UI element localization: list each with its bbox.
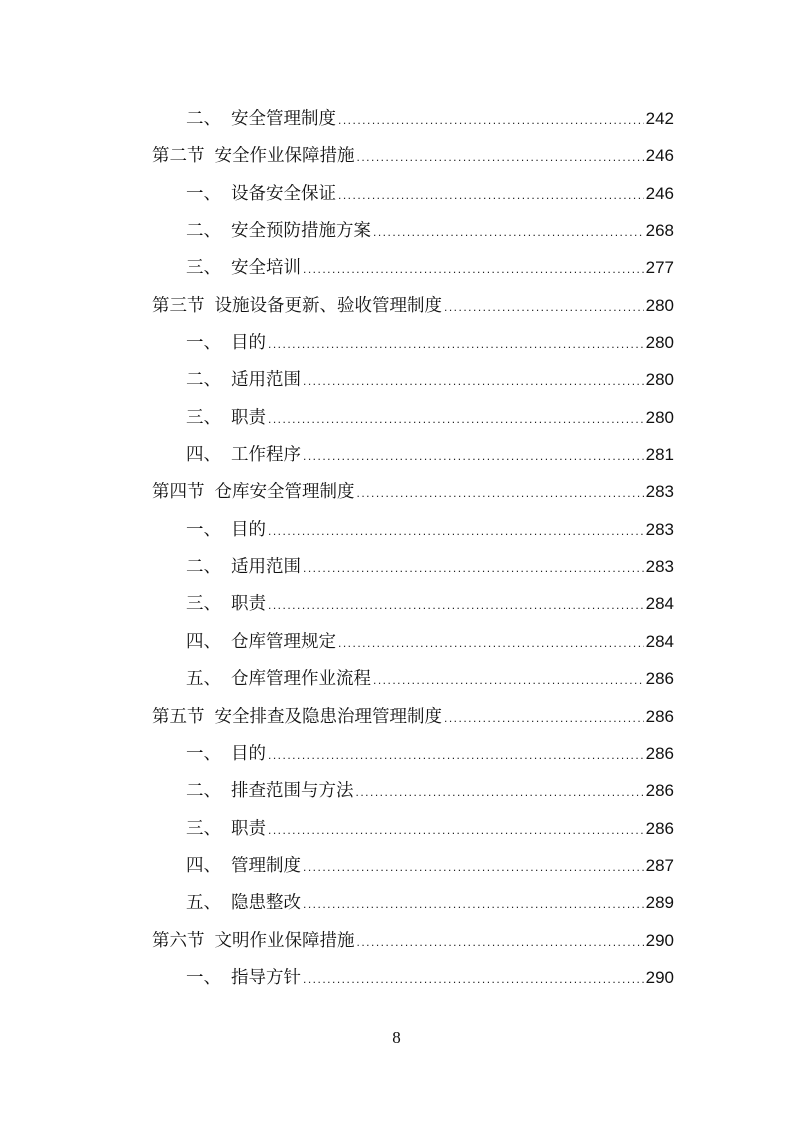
- toc-entry-label: [186, 176, 336, 213]
- toc-dot-leader: [373, 662, 644, 699]
- toc-entry-title: 职责: [231, 407, 266, 428]
- toc-entry-number: 第五节: [152, 706, 205, 727]
- toc-entry-number: 二、: [186, 370, 221, 391]
- page-number: 8: [392, 1028, 401, 1047]
- toc-entry-page: 286: [645, 781, 674, 801]
- toc-dot-leader: [444, 289, 644, 326]
- toc-dot-leader: [268, 812, 644, 849]
- toc-entry-title: 隐患整改: [231, 893, 301, 914]
- toc-subsection-row[interactable]: [152, 436, 674, 473]
- toc-entry-page: 284: [645, 631, 674, 651]
- toc-entry-title: 目的: [231, 519, 266, 540]
- toc-entry-number: 三、: [186, 258, 221, 279]
- toc-entry-page: 280: [645, 407, 674, 427]
- toc-entry-page: 286: [645, 743, 674, 763]
- toc-entry-label: [186, 736, 266, 773]
- toc-section-row[interactable]: [152, 137, 674, 174]
- toc-dot-leader: [357, 475, 644, 512]
- toc-section-row[interactable]: [152, 287, 674, 324]
- toc-subsection-row[interactable]: [152, 548, 674, 585]
- toc-entry-number: 一、: [186, 183, 221, 204]
- toc-dot-leader: [303, 251, 644, 288]
- toc-entry-page: 286: [645, 818, 674, 838]
- toc-entry-number: 三、: [186, 818, 221, 839]
- toc-entry-number: 一、: [186, 333, 221, 354]
- toc-subsection-row[interactable]: [152, 324, 674, 361]
- toc-entry-title: 适用范围: [231, 557, 301, 578]
- toc-dot-leader: [268, 737, 644, 774]
- toc-entry-page: 290: [645, 967, 674, 987]
- toc-entry-title: 安全预防措施方案: [231, 221, 371, 242]
- toc-entry-page: 280: [645, 295, 674, 315]
- toc-dot-leader: [338, 625, 644, 662]
- toc-entry-page: 246: [645, 183, 674, 203]
- toc-entry-number: 二、: [186, 781, 221, 802]
- toc-entry-title: 职责: [231, 818, 266, 839]
- toc-dot-leader: [357, 924, 644, 961]
- toc-section-row[interactable]: [152, 473, 674, 510]
- toc-entry-number: 三、: [186, 407, 221, 428]
- toc-entry-page: 280: [645, 370, 674, 390]
- toc-entry-label: [186, 362, 301, 399]
- toc-dot-leader: [303, 886, 644, 923]
- toc-subsection-row[interactable]: [152, 623, 674, 660]
- toc-entry-page: 283: [645, 482, 674, 502]
- toc-entry-label: [186, 586, 266, 623]
- toc-entry-title: 设施设备更新、验收管理制度: [214, 295, 442, 316]
- toc-entry-title: 安全作业保障措施: [214, 146, 355, 167]
- toc-section-row[interactable]: [152, 922, 674, 959]
- toc-dot-leader: [338, 102, 644, 139]
- toc-entry-page: 284: [645, 594, 674, 614]
- toc-entry-label: [186, 400, 266, 437]
- toc-subsection-row[interactable]: [152, 735, 674, 772]
- toc-dot-leader: [303, 363, 644, 400]
- toc-entry-number: 一、: [186, 519, 221, 540]
- toc-entry-label: [152, 288, 442, 325]
- toc-entry-page: 268: [645, 221, 674, 241]
- toc-dot-leader: [268, 587, 644, 624]
- toc-entry-label: [152, 138, 355, 175]
- toc-entry-title: 安全管理制度: [231, 109, 336, 129]
- toc-subsection-row[interactable]: [152, 249, 674, 286]
- toc-entry-number: 二、: [186, 557, 221, 578]
- toc-dot-leader: [444, 700, 644, 737]
- toc-dot-leader: [357, 139, 644, 176]
- toc-entry-label: [186, 885, 301, 922]
- toc-subsection-row[interactable]: [152, 361, 674, 398]
- toc-entry-page: 281: [645, 445, 674, 465]
- toc-dot-leader: [373, 214, 644, 251]
- toc-entry-page: 286: [645, 706, 674, 726]
- toc-dot-leader: [268, 513, 644, 550]
- toc-entry-title: 安全培训: [231, 258, 301, 279]
- toc-entry-title: 设备安全保证: [231, 183, 336, 204]
- toc-entry-title: 仓库管理规定: [231, 631, 336, 652]
- toc-entry-page: 280: [645, 333, 674, 353]
- toc-entry-label: [186, 661, 371, 698]
- toc-entry-page: 277: [645, 258, 674, 278]
- toc-subsection-row[interactable]: [152, 660, 674, 697]
- toc-subsection-row[interactable]: [152, 585, 674, 622]
- toc-entry-label: [152, 699, 442, 736]
- toc-dot-leader: [303, 438, 644, 475]
- toc-entry-title: 工作程序: [231, 445, 301, 466]
- toc-subsection-row[interactable]: [152, 511, 674, 548]
- toc-entry-label: [152, 923, 355, 960]
- toc-entry-label: [186, 325, 266, 362]
- toc-entry-number: 一、: [186, 743, 221, 764]
- toc-subsection-row[interactable]: [152, 884, 674, 921]
- toc-entry-page: 246: [645, 146, 674, 166]
- toc-subsection-row[interactable]: [152, 810, 674, 847]
- toc-entry-label: [186, 773, 354, 810]
- toc-entry-label: [186, 811, 266, 848]
- toc-entry-title: 适用范围: [231, 370, 301, 391]
- toc-dot-leader: [303, 550, 644, 587]
- toc-entry-page: 242: [645, 109, 674, 128]
- toc-entry-label: [186, 848, 301, 885]
- toc-entry-title: 管理制度: [231, 855, 301, 876]
- toc-entry-page: 283: [645, 557, 674, 577]
- toc-entry-number: 二、: [186, 109, 221, 129]
- toc-entry-number: 五、: [186, 669, 221, 690]
- toc-entry-label: [186, 101, 336, 138]
- toc-dot-leader: [268, 401, 644, 438]
- toc-entry-label: [186, 437, 301, 474]
- toc-subsection-row[interactable]: [152, 100, 674, 137]
- toc-entry-page: 286: [645, 669, 674, 689]
- toc-entry-title: 指导方针: [231, 967, 301, 988]
- toc-dot-leader: [303, 961, 644, 998]
- toc-subsection-row[interactable]: [152, 175, 674, 212]
- toc-entry-number: 第六节: [152, 930, 205, 951]
- toc-entry-page: 290: [645, 930, 674, 950]
- toc-dot-leader: [268, 326, 644, 363]
- toc-entry-number: 四、: [186, 631, 221, 652]
- toc-entry-number: 四、: [186, 855, 221, 876]
- toc-entry-number: 第三节: [152, 295, 205, 316]
- toc-subsection-row[interactable]: [152, 399, 674, 436]
- toc-entry-label: [186, 624, 336, 661]
- toc-entry-number: 四、: [186, 445, 221, 466]
- toc-entry-label: [186, 960, 301, 997]
- toc-entry-label: [186, 213, 371, 250]
- toc-entry-number: 三、: [186, 594, 221, 615]
- toc-entry-label: [186, 250, 301, 287]
- toc-entry-page: 283: [645, 519, 674, 539]
- table-of-contents: [152, 100, 674, 996]
- toc-entry-title: 文明作业保障措施: [214, 930, 355, 951]
- toc-subsection-row[interactable]: [152, 847, 674, 884]
- toc-subsection-row[interactable]: [152, 212, 674, 249]
- toc-entry-title: 仓库管理作业流程: [231, 669, 371, 690]
- toc-dot-leader: [338, 177, 644, 214]
- toc-entry-page: 287: [645, 855, 674, 875]
- toc-entry-number: 一、: [186, 967, 221, 988]
- toc-entry-title: 目的: [231, 333, 266, 354]
- toc-entry-title: 安全排查及隐患治理管理制度: [214, 706, 442, 727]
- toc-section-row[interactable]: [152, 698, 674, 735]
- toc-entry-number: 五、: [186, 893, 221, 914]
- toc-entry-title: 排查范围与方法: [231, 781, 354, 802]
- toc-dot-leader: [356, 774, 644, 811]
- toc-entry-title: 仓库安全管理制度: [214, 482, 355, 503]
- toc-entry-number: 第四节: [152, 482, 205, 503]
- toc-entry-label: [186, 512, 266, 549]
- toc-subsection-row[interactable]: [152, 772, 674, 809]
- toc-entry-page: 289: [645, 893, 674, 913]
- toc-entry-number: 二、: [186, 221, 221, 242]
- toc-entry-label: [186, 549, 301, 586]
- toc-entry-number: 第二节: [152, 146, 205, 167]
- toc-entry-title: 职责: [231, 594, 266, 615]
- toc-entry-title: 目的: [231, 743, 266, 764]
- toc-entry-label: [152, 474, 355, 511]
- toc-dot-leader: [303, 849, 644, 886]
- toc-subsection-row[interactable]: [152, 959, 674, 996]
